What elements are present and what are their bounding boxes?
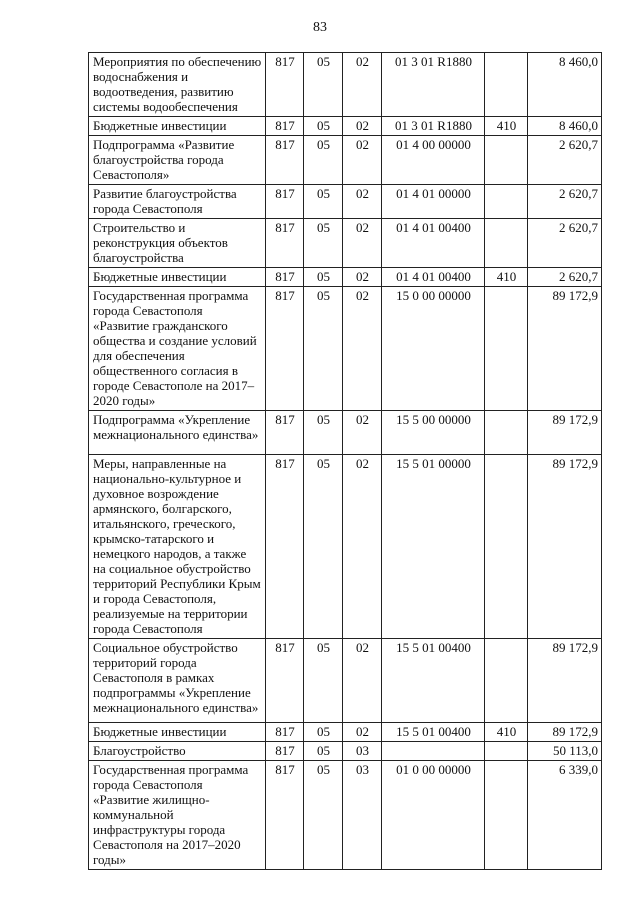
row-vr — [485, 136, 528, 185]
row-pr: 02 — [343, 185, 382, 219]
table-row — [89, 136, 602, 185]
row-name: Благоустройство — [89, 742, 266, 761]
row-amount: 2 620,7 — [528, 136, 602, 185]
row-rz: 05 — [304, 219, 343, 268]
row-name: Государственная программа города Севастополя «Развитие гражданского общества и создание условий для обеспечения общественного согласия в городе Севастополе на 2017–2020 годы» — [89, 287, 266, 411]
row-csr: 01 3 01 R1880 — [382, 117, 485, 136]
table-row — [89, 268, 602, 287]
row-pr: 02 — [343, 287, 382, 411]
row-pr: 03 — [343, 761, 382, 870]
row-vr — [485, 411, 528, 455]
row-csr: 15 5 01 00400 — [382, 723, 485, 742]
row-rz: 05 — [304, 136, 343, 185]
row-vr: 410 — [485, 723, 528, 742]
row-glav: 817 — [266, 455, 304, 639]
row-pr: 03 — [343, 742, 382, 761]
row-name: Бюджетные инвестиции — [89, 117, 266, 136]
table-row — [89, 117, 602, 136]
row-glav: 817 — [266, 639, 304, 723]
row-amount: 89 172,9 — [528, 639, 602, 723]
budget-table — [88, 52, 602, 870]
row-glav: 817 — [266, 287, 304, 411]
row-csr: 01 4 01 00000 — [382, 185, 485, 219]
row-name: Развитие благоустройства города Севастополя — [89, 185, 266, 219]
row-csr: 15 0 00 00000 — [382, 287, 485, 411]
row-rz: 05 — [304, 723, 343, 742]
row-csr: 15 5 01 00000 — [382, 455, 485, 639]
row-rz: 05 — [304, 411, 343, 455]
row-pr: 02 — [343, 136, 382, 185]
row-csr: 01 4 01 00400 — [382, 219, 485, 268]
row-amount: 89 172,9 — [528, 455, 602, 639]
budget-table-body — [89, 53, 602, 870]
row-csr: 15 5 00 00000 — [382, 411, 485, 455]
row-vr — [485, 219, 528, 268]
row-pr: 02 — [343, 639, 382, 723]
table-row — [89, 287, 602, 411]
table-row — [89, 761, 602, 870]
row-name: Подпрограмма «Укрепление межнационального единства» — [89, 411, 266, 455]
row-rz: 05 — [304, 455, 343, 639]
row-glav: 817 — [266, 219, 304, 268]
row-name: Государственная программа города Севастополя «Развитие жилищно-коммунальной инфраструктуры города Севастополя на 2017–2020 годы» — [89, 761, 266, 870]
table-row — [89, 639, 602, 723]
row-name: Мероприятия по обеспечению водоснабжения и водоотведения, развитию системы водообеспечения — [89, 53, 266, 117]
row-glav: 817 — [266, 268, 304, 287]
row-vr — [485, 761, 528, 870]
table-row — [89, 219, 602, 268]
row-amount: 8 460,0 — [528, 53, 602, 117]
row-glav: 817 — [266, 723, 304, 742]
row-glav: 817 — [266, 411, 304, 455]
table-row — [89, 455, 602, 639]
row-rz: 05 — [304, 639, 343, 723]
row-amount: 2 620,7 — [528, 268, 602, 287]
row-amount: 2 620,7 — [528, 185, 602, 219]
row-pr: 02 — [343, 455, 382, 639]
row-csr: 15 5 01 00400 — [382, 639, 485, 723]
row-amount: 89 172,9 — [528, 411, 602, 455]
row-name: Подпрограмма «Развитие благоустройства города Севастополя» — [89, 136, 266, 185]
row-glav: 817 — [266, 117, 304, 136]
row-glav: 817 — [266, 761, 304, 870]
row-name: Строительство и реконструкция объектов благоустройства — [89, 219, 266, 268]
row-csr — [382, 742, 485, 761]
row-rz: 05 — [304, 53, 343, 117]
row-rz: 05 — [304, 287, 343, 411]
table-row — [89, 723, 602, 742]
page-number: 83 — [313, 20, 327, 35]
row-vr — [485, 742, 528, 761]
row-amount: 6 339,0 — [528, 761, 602, 870]
table-row — [89, 53, 602, 117]
row-vr — [485, 185, 528, 219]
row-glav: 817 — [266, 742, 304, 761]
row-rz: 05 — [304, 185, 343, 219]
row-pr: 02 — [343, 723, 382, 742]
row-vr — [485, 639, 528, 723]
row-amount: 89 172,9 — [528, 723, 602, 742]
row-csr: 01 0 00 00000 — [382, 761, 485, 870]
row-vr — [485, 53, 528, 117]
row-pr: 02 — [343, 219, 382, 268]
row-amount: 8 460,0 — [528, 117, 602, 136]
row-rz: 05 — [304, 268, 343, 287]
row-rz: 05 — [304, 761, 343, 870]
table-row — [89, 185, 602, 219]
row-pr: 02 — [343, 53, 382, 117]
row-amount: 2 620,7 — [528, 219, 602, 268]
row-amount: 50 113,0 — [528, 742, 602, 761]
row-pr: 02 — [343, 268, 382, 287]
row-vr: 410 — [485, 268, 528, 287]
row-name: Бюджетные инвестиции — [89, 723, 266, 742]
row-vr — [485, 287, 528, 411]
row-glav: 817 — [266, 136, 304, 185]
row-rz: 05 — [304, 117, 343, 136]
row-name: Меры, направленные на национально-культурное и духовное возрождение армянского, болгарского, итальянского, греческого, крымско-татарского и немецкого народов, а также на социальное обустройство территорий Республики Крым и города Севастополя, реализуемые на территории города Севастополя — [89, 455, 266, 639]
row-amount: 89 172,9 — [528, 287, 602, 411]
row-csr: 01 3 01 R1880 — [382, 53, 485, 117]
row-name: Бюджетные инвестиции — [89, 268, 266, 287]
row-glav: 817 — [266, 185, 304, 219]
row-csr: 01 4 00 00000 — [382, 136, 485, 185]
row-pr: 02 — [343, 411, 382, 455]
row-name: Социальное обустройство территорий города Севастополя в рамках подпрограммы «Укрепление межнационального единства» — [89, 639, 266, 723]
row-csr: 01 4 01 00400 — [382, 268, 485, 287]
row-rz: 05 — [304, 742, 343, 761]
row-vr — [485, 455, 528, 639]
table-row — [89, 742, 602, 761]
table-row — [89, 411, 602, 455]
row-pr: 02 — [343, 117, 382, 136]
row-vr: 410 — [485, 117, 528, 136]
row-glav: 817 — [266, 53, 304, 117]
